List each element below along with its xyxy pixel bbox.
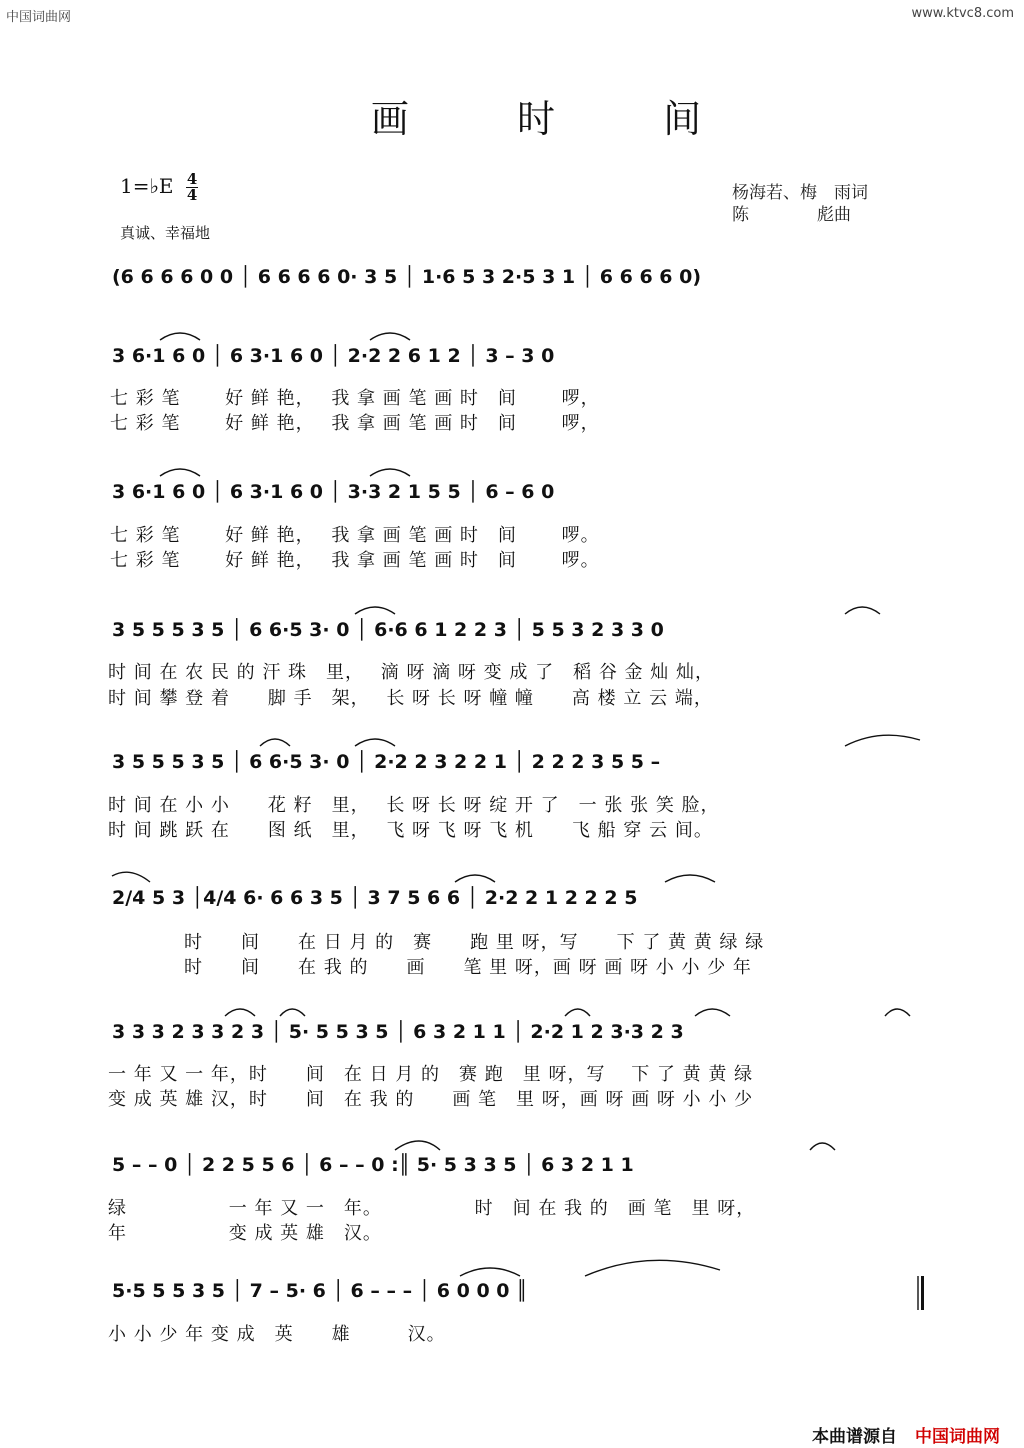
system-4-lyric-2: 时 间 攀 登 着 脚 手 架， 长 呀 长 呀 幢 幢 高 楼 立 云 端， <box>108 688 713 709</box>
slur-3 <box>160 469 200 476</box>
slur-11 <box>455 875 495 882</box>
slur-2 <box>370 333 410 340</box>
system-9-lyric-1: 小 小 少 年 变 成 英 雄 汉。 <box>108 1324 446 1345</box>
slur-14 <box>280 1009 305 1016</box>
source-brand-link[interactable]: 中国词曲网 <box>915 1427 1000 1447</box>
site-name-left: 中国词曲网 <box>6 10 72 25</box>
lyricist-credit: 杨海若、梅 雨词 <box>732 183 868 203</box>
system-7-lyric-2: 变 成 英 雄 汉，时 间 在 我 的 画 笔 里 呀，画 呀 画 呀 小 小 少 <box>108 1089 754 1110</box>
system-6-lyric-2: 时 间 在 我 的 画 笔 里 呀，画 呀 画 呀 小 小 少 年 <box>108 957 752 978</box>
slur-21 <box>585 1260 720 1276</box>
slur-1 <box>160 333 200 340</box>
slur-6 <box>845 607 880 614</box>
time-signature-bottom: 4 <box>186 186 198 204</box>
song-title: 画 时 间 <box>370 97 750 141</box>
system-5-lyric-2: 时 间 跳 跃 在 图 纸 里， 飞 呀 飞 呀 飞 机 飞 船 穿 云 间。 <box>108 820 713 841</box>
site-url-right: www.ktvc8.com <box>911 6 1014 21</box>
system-3-notes: 3 6·1 6 0 │ 6 3·1 6 0 │ 3·3 2 1 5 5 │ 6 – 6 0 <box>112 481 555 503</box>
system-9-notes: 5·5 5 5 3 5 │ 7 – 5· 6 │ 6 – – – │ 6 0 0 0 ║ <box>112 1280 528 1302</box>
slur-17 <box>885 1009 910 1016</box>
key-label: 1=♭E <box>120 174 174 198</box>
system-6-notes: 2/4 5 3 │4/4 6· 6 6 3 5 │ 3 7 5 6 6 │ 2·2 2 1 2 2 2 5 <box>112 887 638 909</box>
time-signature-top: 4 <box>186 170 198 188</box>
slur-9 <box>845 735 920 746</box>
slur-20 <box>460 1268 520 1276</box>
source-label: 本曲谱源自 <box>812 1427 897 1447</box>
system-2-lyric-1: 七 彩 笔 好 鲜 艳， 我 拿 画 笔 画 时 间 啰， <box>110 388 600 409</box>
system-8-notes: 5 – – 0 │ 2 2 5 5 6 │ 6 – – 0 :║ 5· 5 3 3 5 │ 6 3 2 1 1 <box>112 1154 634 1176</box>
system-2-notes: 3 6·1 6 0 │ 6 3·1 6 0 │ 2·2 2 6 1 2 │ 3 – 3 0 <box>112 345 555 367</box>
system-8-lyric-1: 绿 一 年 又 一 年。 时 间 在 我 的 画 笔 里 呀， <box>108 1198 756 1219</box>
slur-16 <box>695 1009 730 1016</box>
slur-18 <box>395 1141 440 1150</box>
system-5-notes: 3 5 5 5 3 5 │ 6 6·5 3· 0 │ 2·2 2 3 2 2 1 │ 2 2 2 3 5 5 – <box>112 751 661 773</box>
slur-8 <box>355 739 395 746</box>
system-2-lyric-2: 七 彩 笔 好 鲜 艳， 我 拿 画 笔 画 时 间 啰， <box>110 413 600 434</box>
slur-12 <box>665 875 715 882</box>
system-4-lyric-1: 时 间 在 农 民 的 汗 珠 里， 滴 呀 滴 呀 变 成 了 稻 谷 金 灿 灿， <box>108 662 714 683</box>
slur-10 <box>112 872 150 882</box>
slur-19 <box>810 1143 835 1150</box>
system-5-lyric-1: 时 间 在 小 小 花 籽 里， 长 呀 长 呀 绽 开 了 一 张 张 笑 脸， <box>108 795 720 816</box>
slur-13 <box>225 1009 255 1016</box>
tempo-marking: 真诚、幸福地 <box>120 224 211 242</box>
final-barline-thick <box>921 1276 924 1310</box>
source-footer <box>812 1422 1000 1447</box>
system-7-notes: 3 3 3 2 3 3 2 3 │ 5· 5 5 3 5 │ 6 3 2 1 1 │ 2·2 1 2 3·3 2 3 <box>112 1021 684 1043</box>
system-8-lyric-2: 年 变 成 英 雄 汉。 <box>108 1223 382 1244</box>
slur-4 <box>370 469 410 476</box>
system-3-lyric-1: 七 彩 笔 好 鲜 艳， 我 拿 画 笔 画 时 间 啰。 <box>110 525 600 546</box>
system-4-notes: 3 5 5 5 3 5 │ 6 6·5 3· 0 │ 6·6 6 1 2 2 3 │ 5 5 3 2 3 3 0 <box>112 619 664 641</box>
system-3-lyric-2: 七 彩 笔 好 鲜 艳， 我 拿 画 笔 画 时 间 啰。 <box>110 550 600 571</box>
system-6-lyric-1: 时 间 在 日 月 的 赛 跑 里 呀，写 下 了 黄 黄 绿 绿 <box>108 932 765 953</box>
slur-15 <box>565 1009 590 1016</box>
composer-credit: 陈 彪曲 <box>732 205 851 225</box>
slur-5 <box>355 607 395 614</box>
slur-7 <box>260 739 290 746</box>
system-1-notes: (6 6 6 6 0 0 │ 6 6 6 6 0· 3 5 │ 1·6 5 3 2·5 3 1 │ 6 6 6 6 0) <box>112 266 702 288</box>
system-7-lyric-1: 一 年 又 一 年，时 间 在 日 月 的 赛 跑 里 呀，写 下 了 黄 黄 绿 <box>108 1064 754 1085</box>
